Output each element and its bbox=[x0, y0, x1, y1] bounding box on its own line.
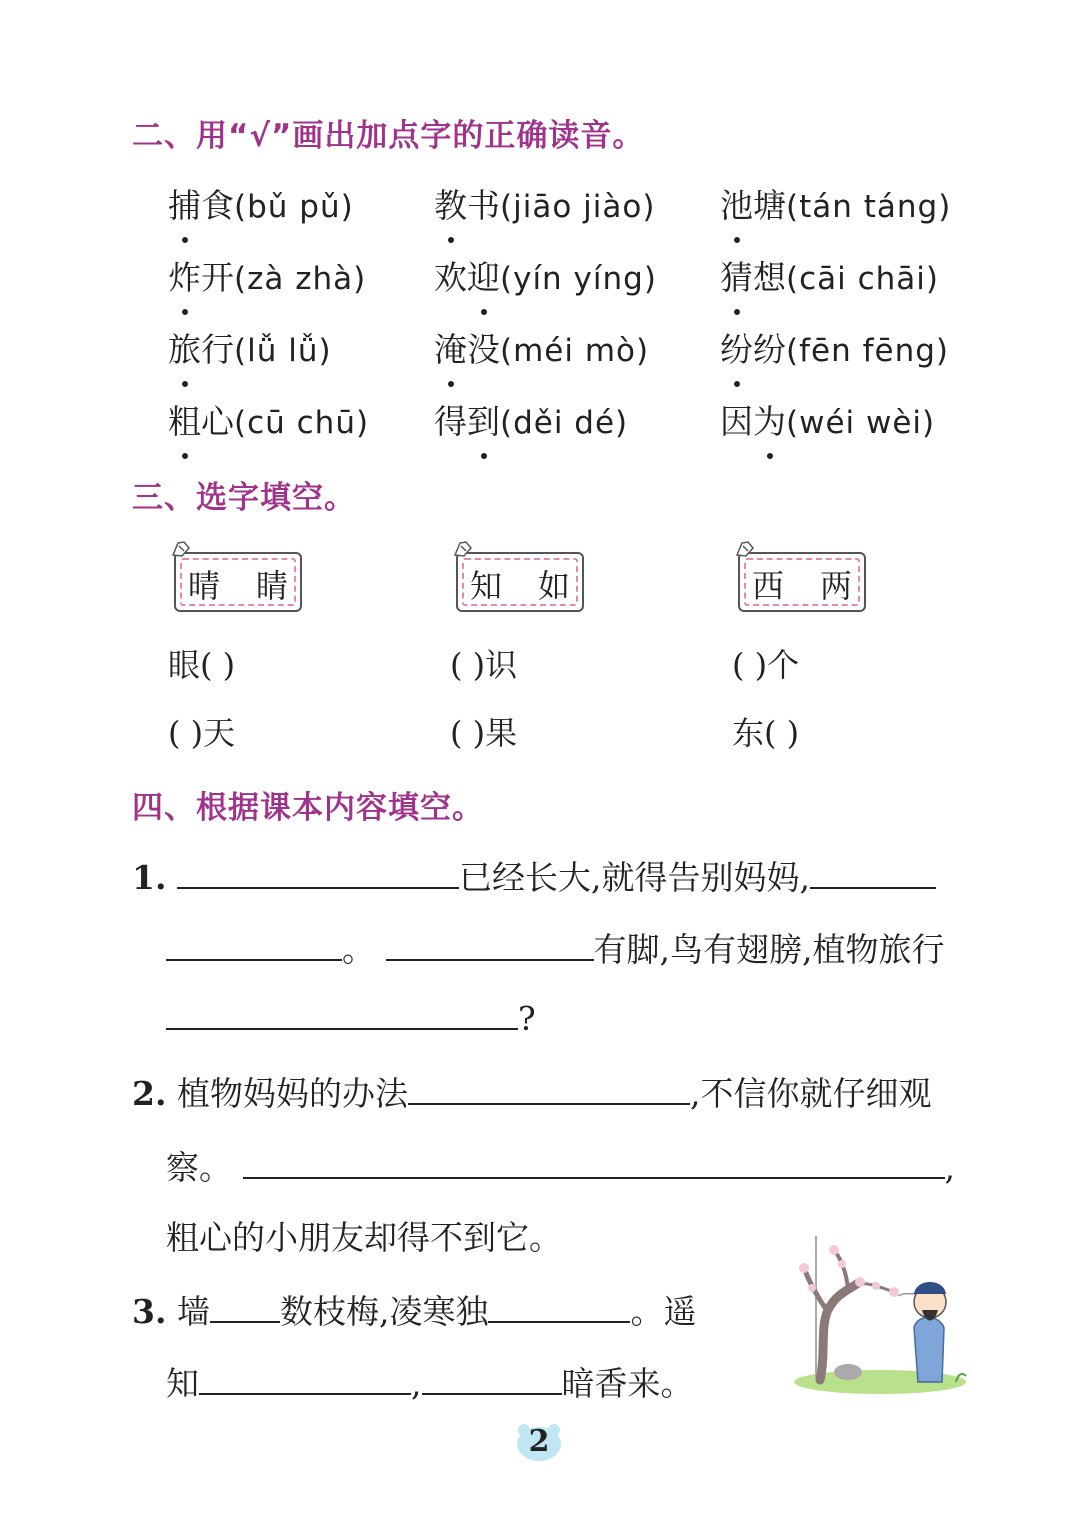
pinyin-item bbox=[168, 396, 369, 443]
answer-blank[interactable] bbox=[488, 1291, 630, 1323]
question-3-line-2 bbox=[166, 1358, 694, 1405]
dotted-char: 因 bbox=[720, 402, 753, 441]
word-char: 想 bbox=[753, 258, 786, 297]
pinyin-item bbox=[720, 252, 939, 299]
question-number: 2. bbox=[132, 1074, 167, 1113]
question-text: 。遥 bbox=[630, 1292, 697, 1331]
word-char: 没 bbox=[467, 330, 500, 369]
answer-blank[interactable] bbox=[166, 998, 518, 1030]
word-char: 食 bbox=[201, 186, 234, 225]
clip-icon bbox=[734, 540, 756, 558]
pinyin-item bbox=[168, 324, 332, 371]
answer-blank[interactable] bbox=[177, 857, 459, 889]
choice-char: 晴 bbox=[188, 567, 221, 605]
question-2-line-1 bbox=[132, 1068, 931, 1115]
section-4-title: 四、根据课本内容填空。 bbox=[132, 790, 484, 826]
char-choice-box-2 bbox=[456, 552, 584, 612]
answer-blank[interactable] bbox=[386, 929, 594, 961]
pinyin-item bbox=[434, 396, 628, 443]
pinyin-item bbox=[720, 324, 949, 371]
word-char: 纷 bbox=[753, 330, 786, 369]
pinyin-item bbox=[720, 396, 935, 443]
dotted-char: 猜 bbox=[720, 252, 753, 299]
dotted-char: 纷 bbox=[720, 324, 753, 371]
fill-blank: 眼( ) bbox=[168, 646, 236, 684]
dotted-char: 捕 bbox=[168, 180, 201, 227]
pinyin-item bbox=[168, 180, 354, 227]
question-2-line-3: 粗心的小朋友却得不到它。 bbox=[166, 1218, 562, 1257]
word-char: 为 bbox=[753, 396, 786, 443]
pinyin-item bbox=[168, 252, 366, 299]
fill-blank: ( )识 bbox=[450, 646, 518, 684]
pinyin-item bbox=[720, 180, 951, 227]
section-3-title: 三、选字填空。 bbox=[132, 480, 356, 516]
word-char: 心 bbox=[201, 402, 234, 441]
question-text: , bbox=[411, 1364, 422, 1403]
dotted-char: 教 bbox=[434, 180, 467, 227]
answer-blank[interactable] bbox=[422, 1363, 562, 1395]
answer-blank[interactable] bbox=[408, 1073, 690, 1105]
dotted-char: 粗 bbox=[168, 396, 201, 443]
word-char: 行 bbox=[201, 330, 234, 369]
pinyin-options[interactable]: (cāi chāi) bbox=[786, 261, 939, 297]
pinyin-options[interactable]: (bǔ pǔ) bbox=[234, 189, 354, 225]
choice-char: 知 bbox=[470, 567, 503, 605]
pinyin-options[interactable]: (zà zhà) bbox=[234, 261, 367, 297]
question-text: 墙 bbox=[176, 1292, 210, 1331]
question-1-line-2 bbox=[166, 924, 944, 971]
page-number: 2 bbox=[528, 1424, 550, 1459]
char-choice-box-1 bbox=[174, 552, 302, 612]
dotted-char: 得 bbox=[434, 402, 467, 441]
pinyin-options[interactable]: (méi mò) bbox=[500, 333, 650, 369]
question-number: 1. bbox=[132, 858, 167, 897]
question-text: 暗香来。 bbox=[561, 1364, 694, 1403]
question-text: 察。 bbox=[166, 1148, 232, 1187]
pinyin-options[interactable]: (děi dé) bbox=[500, 405, 629, 441]
answer-blank[interactable] bbox=[199, 1363, 411, 1395]
question-1-line-3 bbox=[166, 998, 536, 1038]
question-3-line-1 bbox=[132, 1286, 696, 1333]
answer-blank[interactable] bbox=[166, 929, 342, 961]
pinyin-options[interactable]: (yín yíng) bbox=[500, 261, 657, 297]
pinyin-options[interactable]: (fēn fēng) bbox=[786, 333, 949, 369]
choice-char: 西 bbox=[752, 567, 785, 605]
char-choice-box-3 bbox=[738, 552, 866, 612]
choice-char: 两 bbox=[820, 567, 853, 605]
question-text: 植物妈妈的办法 bbox=[176, 1074, 408, 1113]
word-char: 迎 bbox=[467, 252, 500, 299]
pinyin-options[interactable]: (jiāo jiào) bbox=[500, 189, 656, 225]
pinyin-options[interactable]: (tán táng) bbox=[786, 189, 952, 225]
dotted-char: 旅 bbox=[168, 324, 201, 371]
question-text: ,不信你就仔细观 bbox=[689, 1074, 932, 1113]
question-number: 3. bbox=[132, 1292, 167, 1331]
fill-blank: ( )个 bbox=[732, 646, 800, 684]
word-char: 到 bbox=[467, 396, 500, 443]
word-char: 书 bbox=[467, 186, 500, 225]
question-1-line-1 bbox=[132, 852, 936, 899]
pinyin-options[interactable]: (wéi wèi) bbox=[786, 405, 936, 441]
answer-blank[interactable] bbox=[210, 1291, 280, 1323]
pinyin-item bbox=[434, 252, 657, 299]
section-2-title: 二、用“√”画出加点字的正确读音。 bbox=[132, 118, 645, 154]
fill-blank: ( )果 bbox=[450, 714, 518, 752]
question-text: , bbox=[944, 1148, 955, 1187]
pinyin-item bbox=[434, 324, 649, 371]
question-text: 有脚,鸟有翅膀,植物旅行 bbox=[593, 930, 945, 969]
question-text: 知 bbox=[166, 1364, 199, 1403]
choice-char: 睛 bbox=[256, 567, 289, 605]
answer-blank[interactable] bbox=[243, 1147, 945, 1179]
pinyin-options[interactable]: (cū chū) bbox=[234, 405, 370, 441]
word-char: 塘 bbox=[753, 186, 786, 225]
question-text: 。 bbox=[342, 930, 375, 969]
question-text: 已经长大,就得告别妈妈, bbox=[458, 858, 810, 897]
dotted-char: 炸 bbox=[168, 252, 201, 299]
dotted-char: 欢 bbox=[434, 258, 467, 297]
word-char: 开 bbox=[201, 258, 234, 297]
dotted-char: 淹 bbox=[434, 324, 467, 371]
fill-blank: 东( ) bbox=[732, 714, 800, 752]
pinyin-options[interactable]: (lǚ lǚ) bbox=[234, 333, 332, 369]
dotted-char: 池 bbox=[720, 180, 753, 227]
answer-blank[interactable] bbox=[810, 857, 936, 889]
clip-icon bbox=[170, 540, 192, 558]
question-2-line-2 bbox=[166, 1142, 955, 1189]
plum-tree-poet-illustration bbox=[790, 1232, 970, 1397]
clip-icon bbox=[452, 540, 474, 558]
choice-char: 如 bbox=[538, 567, 571, 605]
question-text: 数枝梅,凌寒独 bbox=[279, 1292, 489, 1331]
pinyin-item bbox=[434, 180, 655, 227]
question-text: ? bbox=[518, 999, 536, 1038]
fill-blank: ( )天 bbox=[168, 714, 236, 752]
